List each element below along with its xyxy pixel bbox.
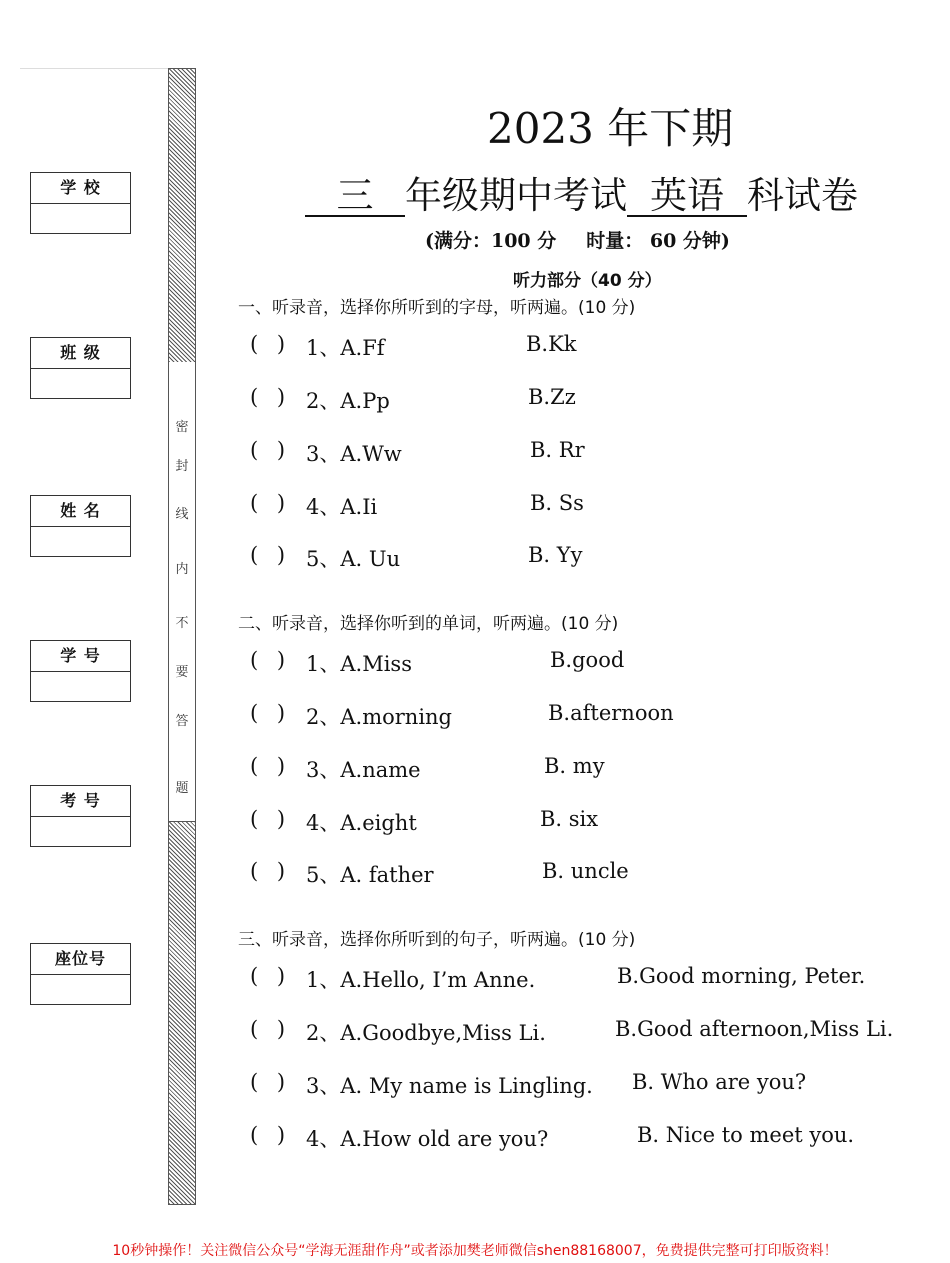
option-b: B.good: [550, 648, 625, 672]
option-a: 2、A.Goodbye,Miss Li.: [306, 1021, 546, 1045]
answer-paren[interactable]: ( ): [250, 332, 292, 356]
option-a: 2、A.morning: [306, 705, 453, 729]
answer-paren[interactable]: ( ): [250, 648, 292, 672]
seat-number-box[interactable]: [30, 943, 131, 1005]
seal-char: 不: [175, 616, 189, 631]
listening-part-heading: 听力部分（40 分）: [513, 271, 662, 291]
option-a: 3、A.name: [306, 758, 421, 782]
exam-title: [305, 165, 858, 219]
class-label: 班 级: [31, 338, 130, 369]
option-b: B. six: [540, 807, 599, 831]
option-b: B. Nice to meet you.: [637, 1123, 855, 1147]
answer-paren[interactable]: ( ): [250, 543, 292, 567]
option-b: B.Good afternoon,Miss Li.: [615, 1017, 894, 1041]
option-b: B. my: [544, 754, 605, 778]
name-label: 姓 名: [31, 496, 130, 527]
exam-number-label: 考 号: [31, 786, 130, 817]
answer-paren[interactable]: ( ): [250, 964, 292, 988]
option-a: 1、A.Ff: [306, 336, 385, 360]
answer-paren[interactable]: ( ): [250, 385, 292, 409]
option-a: 1、A.Hello, I’m Anne.: [306, 968, 536, 992]
option-b: B. Yy: [528, 543, 583, 567]
section-2-title: 二、听录音，选择你听到的单词，听两遍。(10 分): [238, 614, 619, 634]
option-a: 5、A. Uu: [306, 547, 401, 571]
option-a: 4、A.eight: [306, 811, 417, 835]
full-score: (满分：100 分: [425, 230, 557, 252]
option-a: 3、A.Ww: [306, 442, 402, 466]
school-box[interactable]: [30, 172, 131, 234]
option-b: B.Good morning, Peter.: [617, 964, 866, 988]
answer-paren[interactable]: ( ): [250, 859, 292, 883]
seal-hatch-top: [168, 68, 196, 363]
score-time-line: [425, 226, 760, 253]
option-b: B. Rr: [530, 438, 585, 462]
title-end: 科试卷: [747, 174, 858, 217]
answer-paren[interactable]: ( ): [250, 754, 292, 778]
title-mid: 年级期中考试: [405, 174, 627, 217]
option-a: 1、A.Miss: [306, 652, 412, 676]
seal-char: 内: [175, 562, 189, 577]
school-label: 学 校: [31, 173, 130, 204]
exam-year-title: 2023 年下期: [487, 104, 734, 153]
answer-paren[interactable]: ( ): [250, 1017, 292, 1041]
option-b: B. Ss: [530, 491, 584, 515]
seal-char: 封: [175, 459, 189, 474]
option-a: 5、A. father: [306, 863, 434, 887]
class-box[interactable]: [30, 337, 131, 399]
section-1-title: 一、听录音，选择你所听到的字母，听两遍。(10 分): [238, 298, 636, 318]
option-b: B. uncle: [542, 859, 629, 883]
time-limit: 时量： 60 分钟): [586, 230, 730, 252]
seal-char: 要: [175, 665, 189, 680]
seal-char: 密: [175, 420, 189, 435]
option-b: B.Kk: [526, 332, 577, 356]
subject-blank: 英语: [627, 177, 747, 217]
option-b: B.Zz: [528, 385, 576, 409]
exam-number-box[interactable]: [30, 785, 131, 847]
student-id-label: 学 号: [31, 641, 130, 672]
answer-paren[interactable]: ( ): [250, 701, 292, 725]
option-a: 3、A. My name is Lingling.: [306, 1074, 593, 1098]
answer-paren[interactable]: ( ): [250, 1123, 292, 1147]
answer-paren[interactable]: ( ): [250, 438, 292, 462]
student-id-box[interactable]: [30, 640, 131, 702]
answer-paren[interactable]: ( ): [250, 491, 292, 515]
option-a: 2、A.Pp: [306, 389, 390, 413]
option-b: B.afternoon: [548, 701, 674, 725]
grade-blank: 三: [305, 177, 405, 217]
option-a: 4、A.How old are you?: [306, 1127, 549, 1151]
top-rule: [20, 68, 170, 69]
name-box[interactable]: [30, 495, 131, 557]
seal-char: 题: [175, 781, 189, 796]
footer-promo-text: 10秒钟操作！关注微信公众号“学海无涯甜作舟”或者添加樊老师微信shen88168007，免费提供完整可打印版资料！: [112, 1243, 838, 1259]
seal-char: 线: [175, 507, 189, 522]
seat-number-label: 座位号: [31, 944, 130, 975]
answer-paren[interactable]: ( ): [250, 807, 292, 831]
answer-paren[interactable]: ( ): [250, 1070, 292, 1094]
seal-hatch-bottom: [168, 821, 196, 1205]
section-3-title: 三、听录音，选择你所听到的句子，听两遍。(10 分): [238, 930, 636, 950]
option-a: 4、A.Ii: [306, 495, 378, 519]
option-b: B. Who are you?: [632, 1070, 807, 1094]
seal-char: 答: [175, 714, 189, 729]
